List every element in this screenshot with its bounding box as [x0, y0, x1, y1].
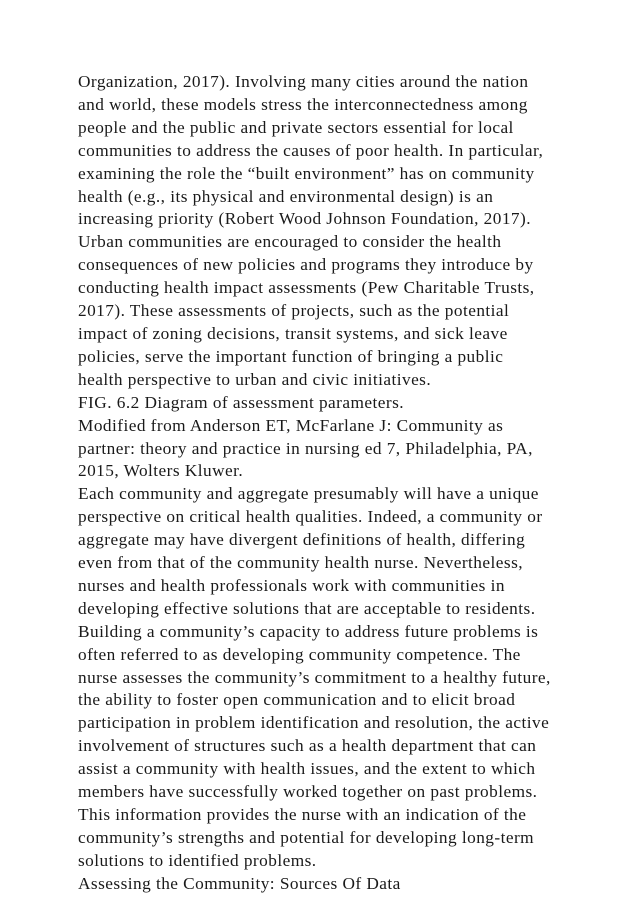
text-line: and world, these models stress the interconnectedness among	[78, 94, 528, 114]
section-heading: Assessing the Community: Sources Of Data	[78, 873, 401, 893]
text-line: health (e.g., its physical and environmental design) is an	[78, 186, 494, 206]
text-line: consequences of new policies and programs they introduce by	[78, 255, 534, 275]
text-line: the ability to foster open communication and to elicit broad	[78, 690, 516, 710]
text-line: health perspective to urban and civic initiatives.	[78, 369, 432, 389]
figure-caption: FIG. 6.2 Diagram of assessment parameters.	[78, 392, 405, 412]
text-line: often referred to as developing community competence. The	[78, 644, 521, 664]
text-line: increasing priority (Robert Wood Johnson Foundation, 2017).	[78, 209, 531, 229]
text-line: aggregate may have divergent definitions of health, differing	[78, 530, 526, 550]
text-line: even from that of the community health nurse. Nevertheless,	[78, 553, 524, 573]
text-line: communities to address the causes of poor health. In particular,	[78, 140, 544, 160]
text-line: Each community and aggregate presumably will have a unique	[78, 484, 539, 504]
text-line: involvement of structures such as a health department that can	[78, 736, 537, 756]
text-line: This information provides the nurse with an indication of the	[78, 805, 527, 824]
figure-credit: 2015, Wolters Kluwer.	[78, 461, 244, 481]
text-line: members have successfully worked together on past problems.	[78, 782, 538, 802]
document-page	[78, 71, 626, 896]
text-line: Organization, 2017). Involving many cities around the nation	[78, 72, 529, 91]
figure-credit: Modified from Anderson ET, McFarlane J: Community as	[78, 415, 504, 435]
text-line: community’s strengths and potential for developing long-term	[78, 827, 535, 847]
text-line: solutions to identified problems.	[78, 850, 317, 870]
text-line: Urban communities are encouraged to consider the health	[78, 232, 502, 252]
text-line: 2017). These assessments of projects, such as the potential	[78, 301, 510, 321]
text-line: perspective on critical health qualities. Indeed, a community or	[78, 507, 543, 527]
text-line: policies, serve the important function of bringing a public	[78, 346, 504, 366]
text-line: examining the role the “built environment” has on community	[78, 163, 535, 183]
text-line: participation in problem identification and resolution, the active	[78, 713, 550, 733]
figure-credit: partner: theory and practice in nursing ed 7, Philadelphia, PA,	[78, 438, 533, 458]
text-line: conducting health impact assessments (Pew Charitable Trusts,	[78, 278, 535, 298]
text-line: nurses and health professionals work with communities in	[78, 575, 505, 595]
text-line: assist a community with health issues, and the extent to which	[78, 759, 536, 779]
text-line: impact of zoning decisions, transit systems, and sick leave	[78, 323, 508, 343]
text-line: people and the public and private sectors essential for local	[78, 117, 514, 137]
text-line: Building a community’s capacity to address future problems is	[78, 621, 539, 641]
text-line: developing effective solutions that are acceptable to residents.	[78, 598, 536, 618]
text-line: nurse assesses the community’s commitment to a healthy future,	[78, 667, 551, 687]
